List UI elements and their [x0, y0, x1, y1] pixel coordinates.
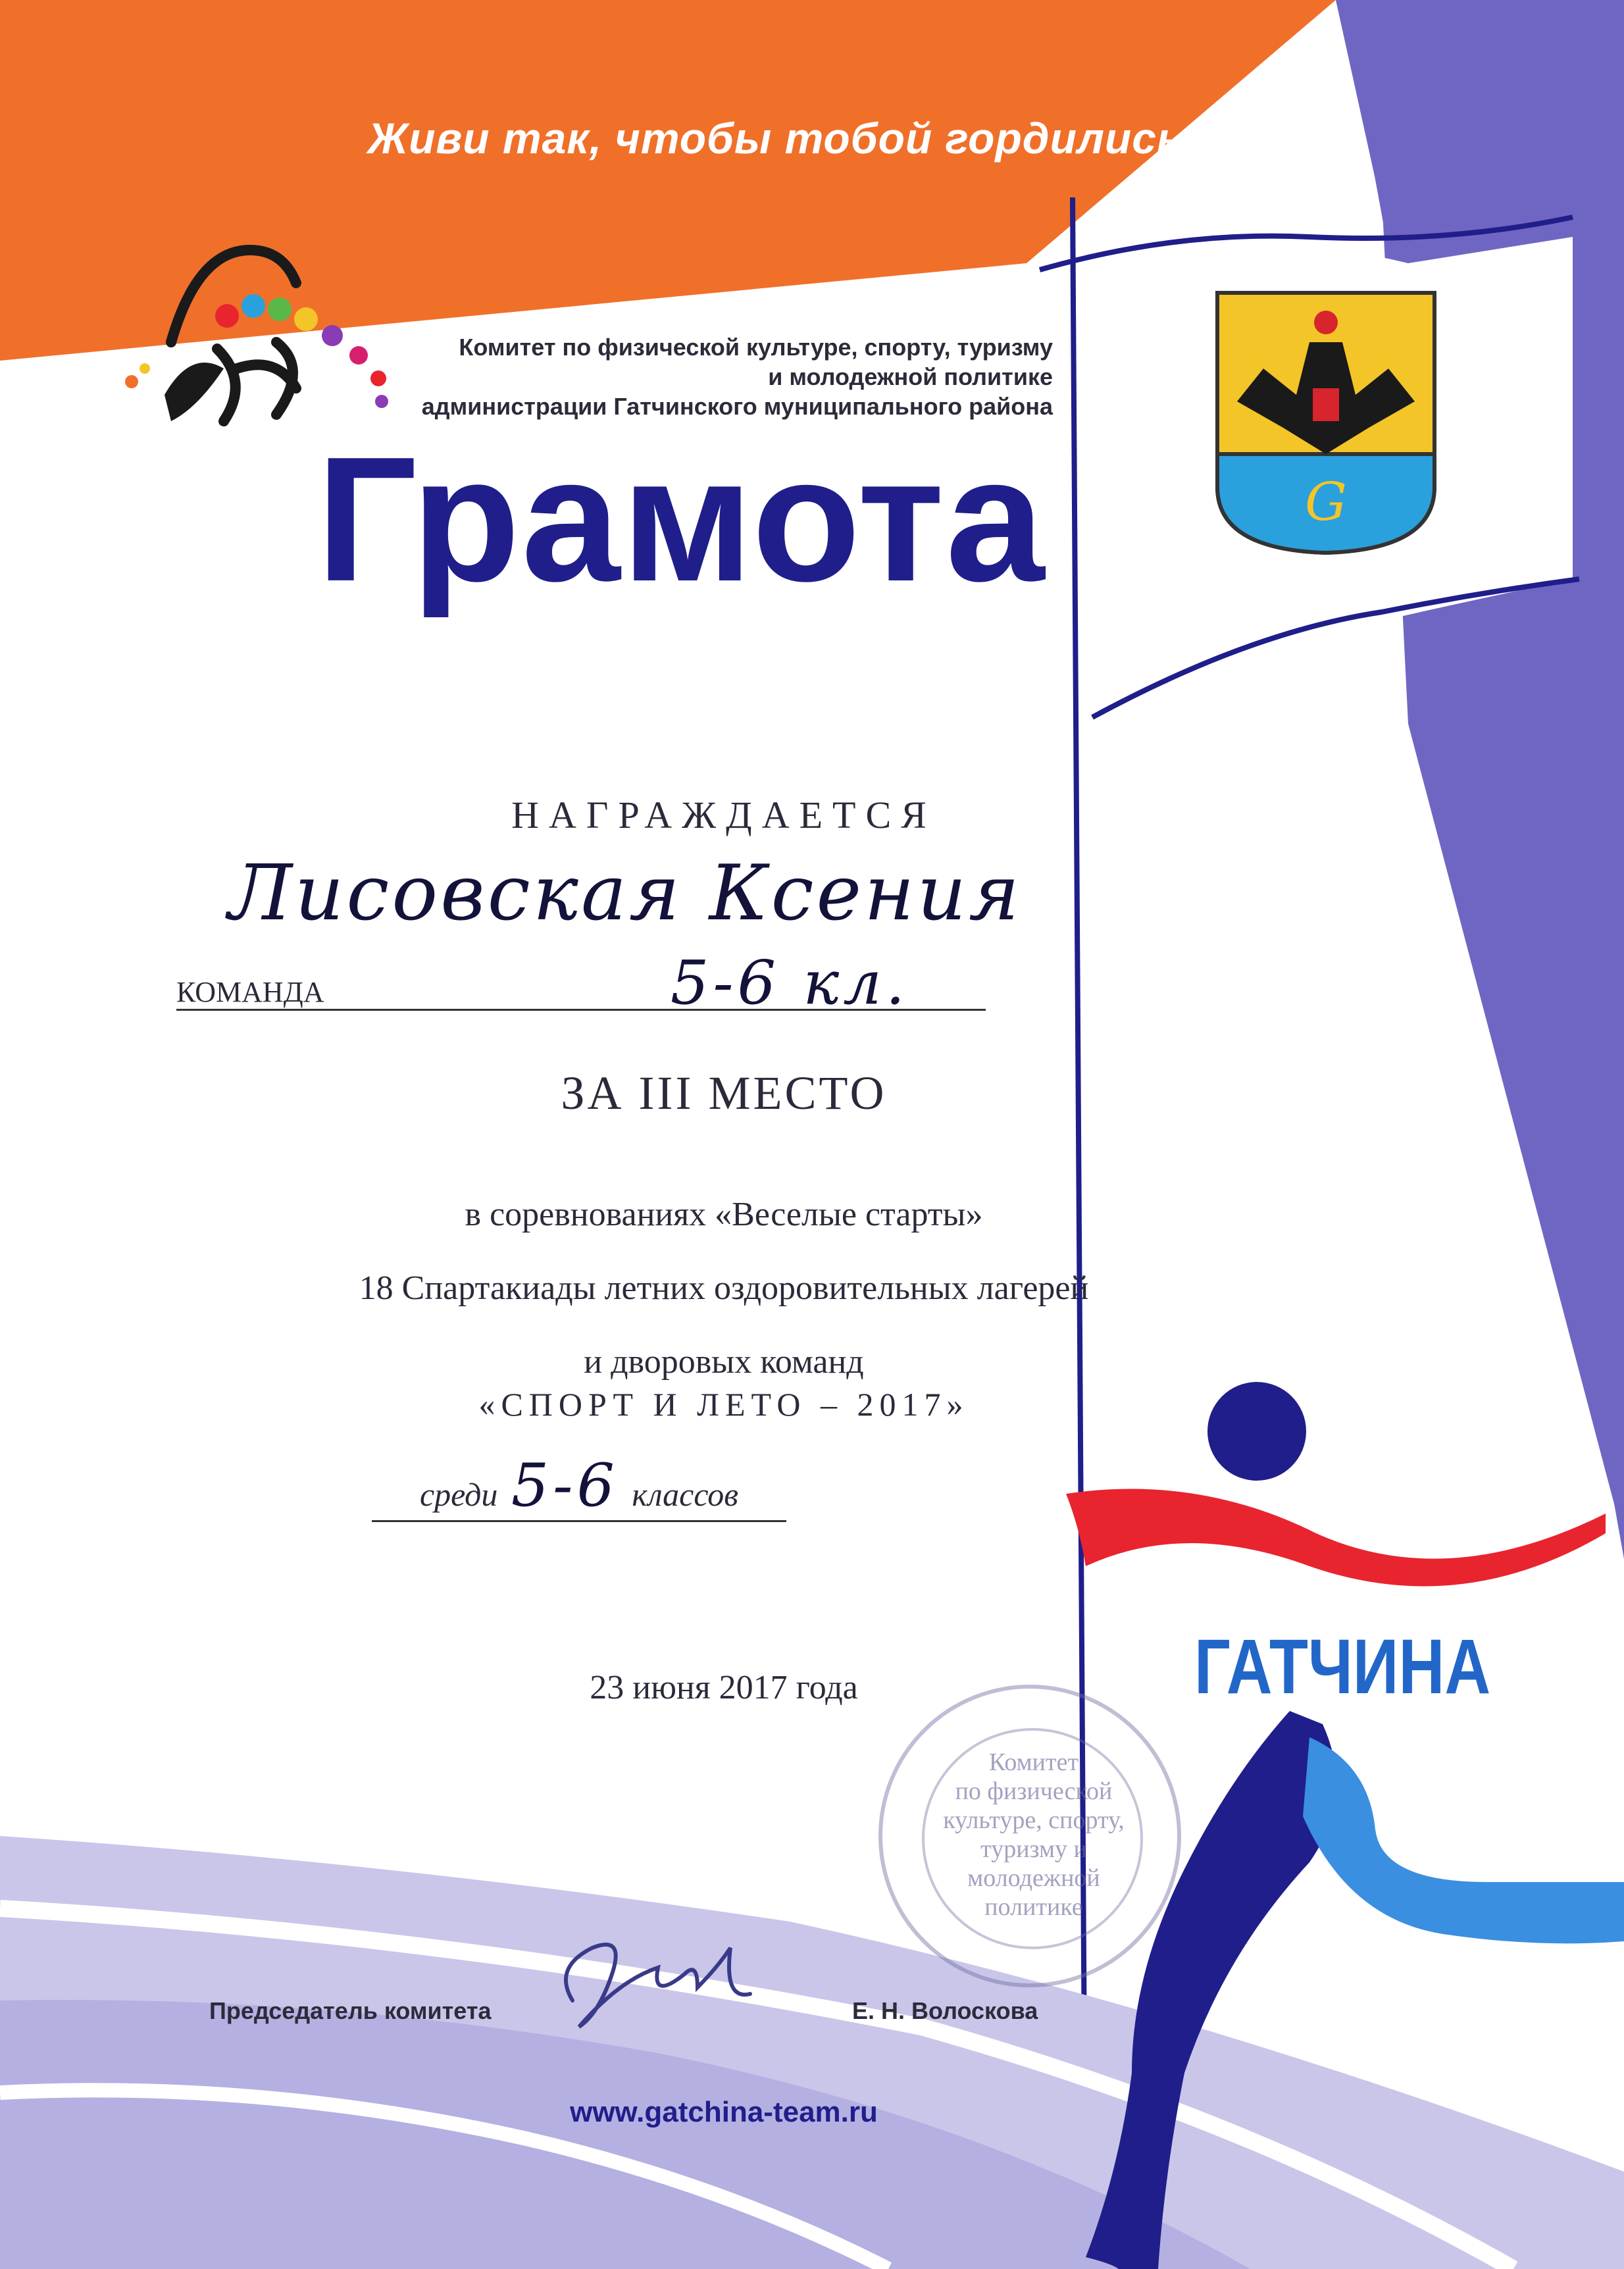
stamp-line: культуре, спорту,: [943, 1806, 1125, 1834]
among-suffix: классов: [632, 1476, 739, 1513]
among-classes: [372, 1451, 786, 1522]
stamp-text: [896, 1748, 1172, 1922]
signer-name: Е. Н. Волоскова: [852, 1997, 1038, 2024]
description-line: и дворовых команд: [584, 1343, 864, 1381]
awarded-label: НАГРАЖДАЕТСЯ: [511, 794, 936, 836]
gatchina-coat-of-arms-icon: [1217, 293, 1434, 553]
stamp-line: политике: [984, 1893, 1083, 1921]
competition-description: [99, 1178, 1349, 1399]
official-stamp: [878, 1685, 1181, 1987]
city-name: ГАТЧИНА: [1194, 1623, 1491, 1710]
website-link[interactable]: www.gatchina-team.ru: [570, 2096, 878, 2128]
stamp-line: туризму и: [980, 1835, 1087, 1863]
stamp-line: по физической: [955, 1777, 1113, 1805]
committee-line: и молодежной политике: [768, 363, 1053, 390]
team-label: КОМАНДА: [176, 976, 324, 1008]
award-date: 23 июня 2017 года: [590, 1669, 858, 1706]
stamp-line: молодежной: [967, 1864, 1100, 1892]
slogan: Живи так, чтобы тобой гордились!: [367, 114, 1199, 163]
among-prefix: среди: [419, 1476, 498, 1513]
among-value: 5-6: [511, 1451, 619, 1520]
committee-line: администрации Гатчинского муниципального района: [421, 393, 1053, 420]
chair-label: Председатель комитета: [209, 1997, 492, 2024]
event-name: «СПОРТ И ЛЕТО – 2017»: [478, 1386, 969, 1423]
certificate-title: Грамота: [316, 421, 1046, 619]
recipient-name: Лисовская Ксения: [228, 849, 1023, 938]
stamp-line: Комитет: [988, 1748, 1079, 1776]
place-label: ЗА III МЕСТО: [561, 1067, 887, 1119]
team-value: 5-6 кл.: [670, 948, 909, 1018]
committee-line: Комитет по физической культуре, спорту, туризму: [459, 334, 1053, 361]
description-line: в соревнованиях «Веселые старты»: [465, 1196, 983, 1233]
description-line: 18 Спартакиады летних оздоровительных лагерей: [359, 1269, 1089, 1307]
svg-text:G: G: [1305, 471, 1347, 532]
committee-name: [395, 332, 1053, 421]
